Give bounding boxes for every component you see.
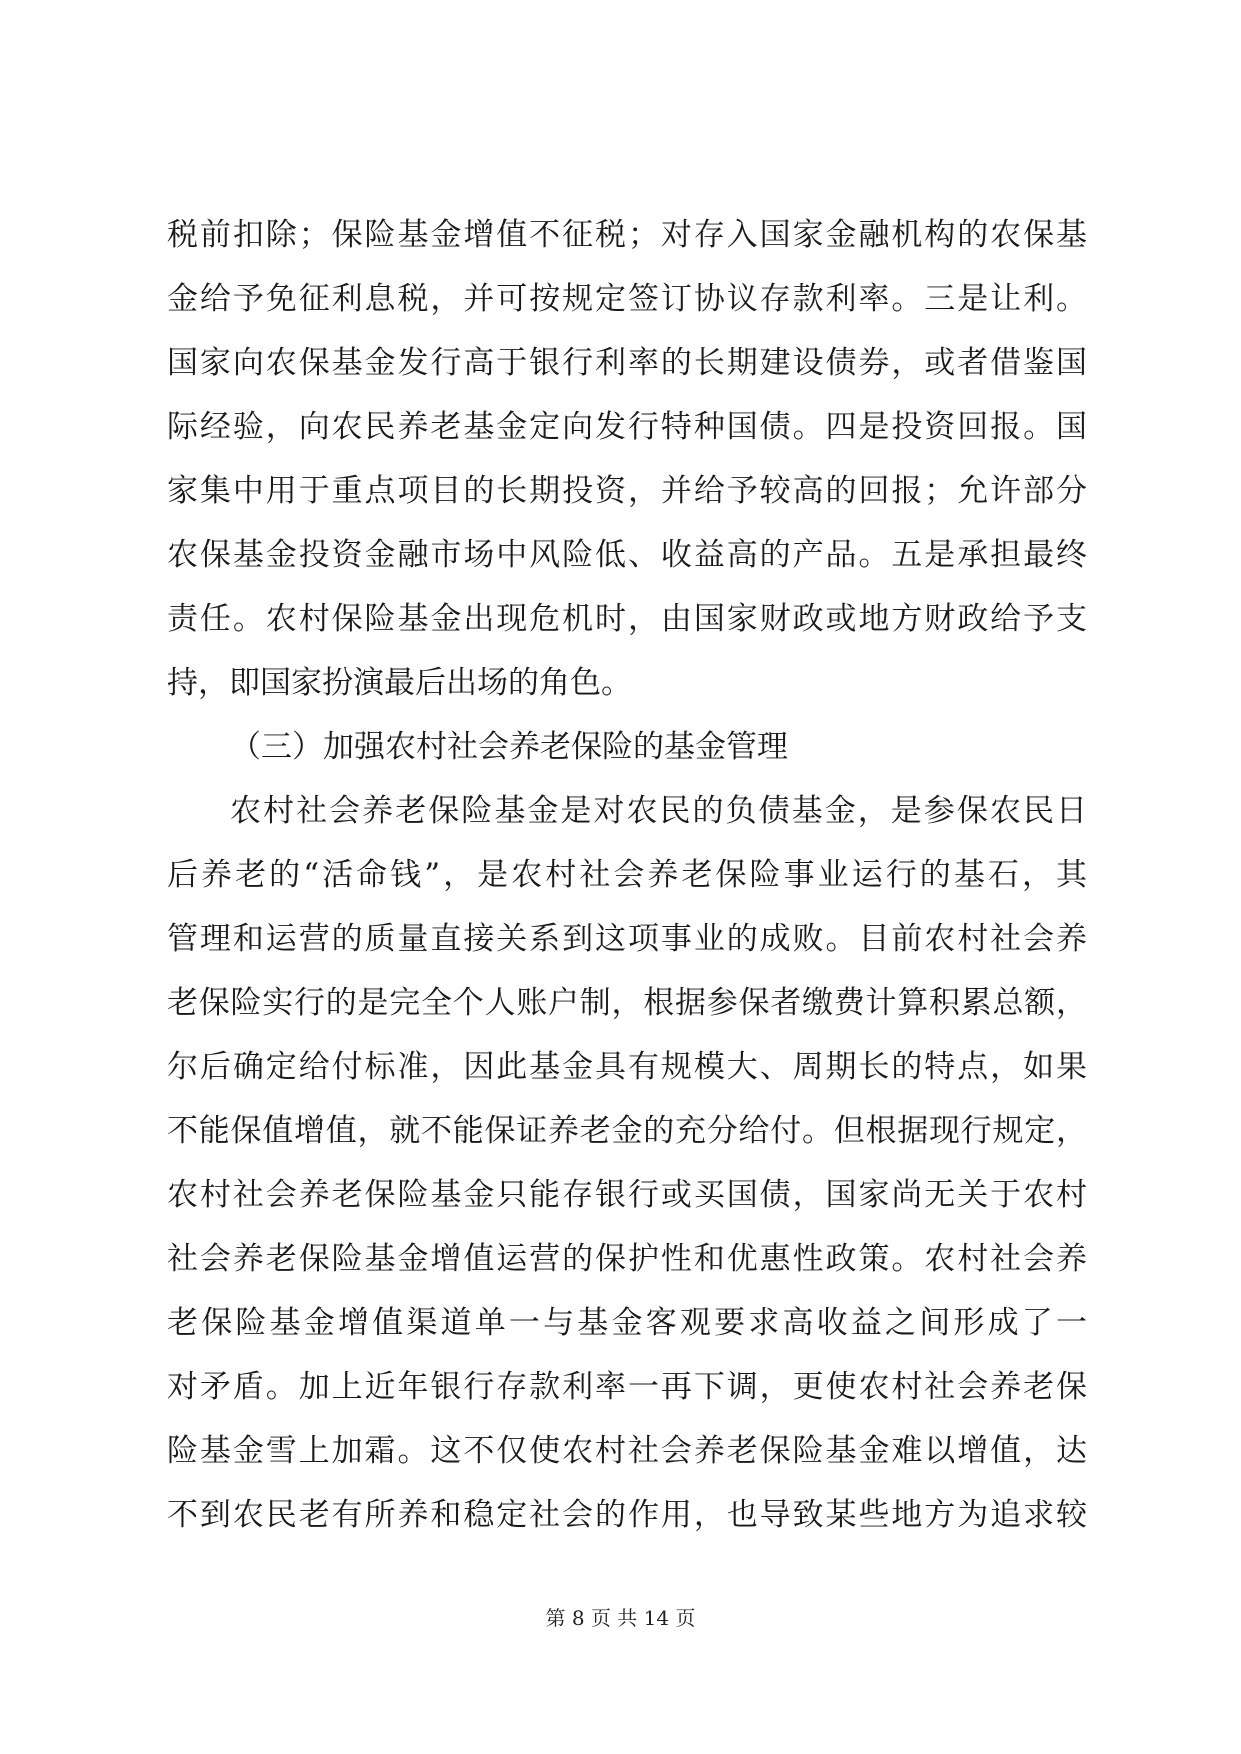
text-line: 税前扣除；保险基金增值不征税；对存入国家金融机构的农保基 <box>167 217 1087 253</box>
text-line: 责任。农村保险基金出现危机时，由国家财政或地方财政给予支 <box>167 601 1087 637</box>
text-line: 后养老的“活命钱”，是农村社会养老保险事业运行的基石，其 <box>167 857 1087 893</box>
paragraph-first-line: 农村社会养老保险基金是对农民的负债基金，是参保农民日 <box>230 793 1087 829</box>
text-line: 金给予免征利息税，并可按规定签订协议存款利率。三是让利。 <box>167 281 1087 317</box>
text-line: 管理和运营的质量直接关系到这项事业的成败。目前农村社会养 <box>167 921 1087 957</box>
section-heading: （三）加强农村社会养老保险的基金管理 <box>230 729 788 765</box>
text-line: 农村社会养老保险基金只能存银行或买国债，国家尚无关于农村 <box>167 1177 1087 1213</box>
text-line: 国家向农保基金发行高于银行利率的长期建设债券，或者借鉴国 <box>167 345 1087 381</box>
text-line: 不能保值增值，就不能保证养老金的充分给付。但根据现行规定， <box>167 1113 1087 1149</box>
text-line: 对矛盾。加上近年银行存款利率一再下调，更使农村社会养老保 <box>167 1369 1087 1405</box>
text-line: 老保险基金增值渠道单一与基金客观要求高收益之间形成了一 <box>167 1305 1087 1341</box>
text-line: 农保基金投资金融市场中风险低、收益高的产品。五是承担最终 <box>167 537 1087 573</box>
text-line: 持，即国家扮演最后出场的角色。 <box>167 665 632 701</box>
page-number-footer: 第 8 页 共 14 页 <box>545 1606 696 1630</box>
text-line: 险基金雪上加霜。这不仅使农村社会养老保险基金难以增值，达 <box>167 1433 1087 1469</box>
text-line: 社会养老保险基金增值运营的保护性和优惠性政策。农村社会养 <box>167 1241 1087 1277</box>
text-line: 老保险实行的是完全个人账户制，根据参保者缴费计算积累总额， <box>167 985 1087 1021</box>
text-line: 尔后确定给付标准，因此基金具有规模大、周期长的特点，如果 <box>167 1049 1087 1085</box>
text-line: 家集中用于重点项目的长期投资，并给予较高的回报；允许部分 <box>167 473 1087 509</box>
text-line: 际经验，向农民养老基金定向发行特种国债。四是投资回报。国 <box>167 409 1087 445</box>
text-line: 不到农民老有所养和稳定社会的作用，也导致某些地方为追求较 <box>167 1497 1087 1533</box>
